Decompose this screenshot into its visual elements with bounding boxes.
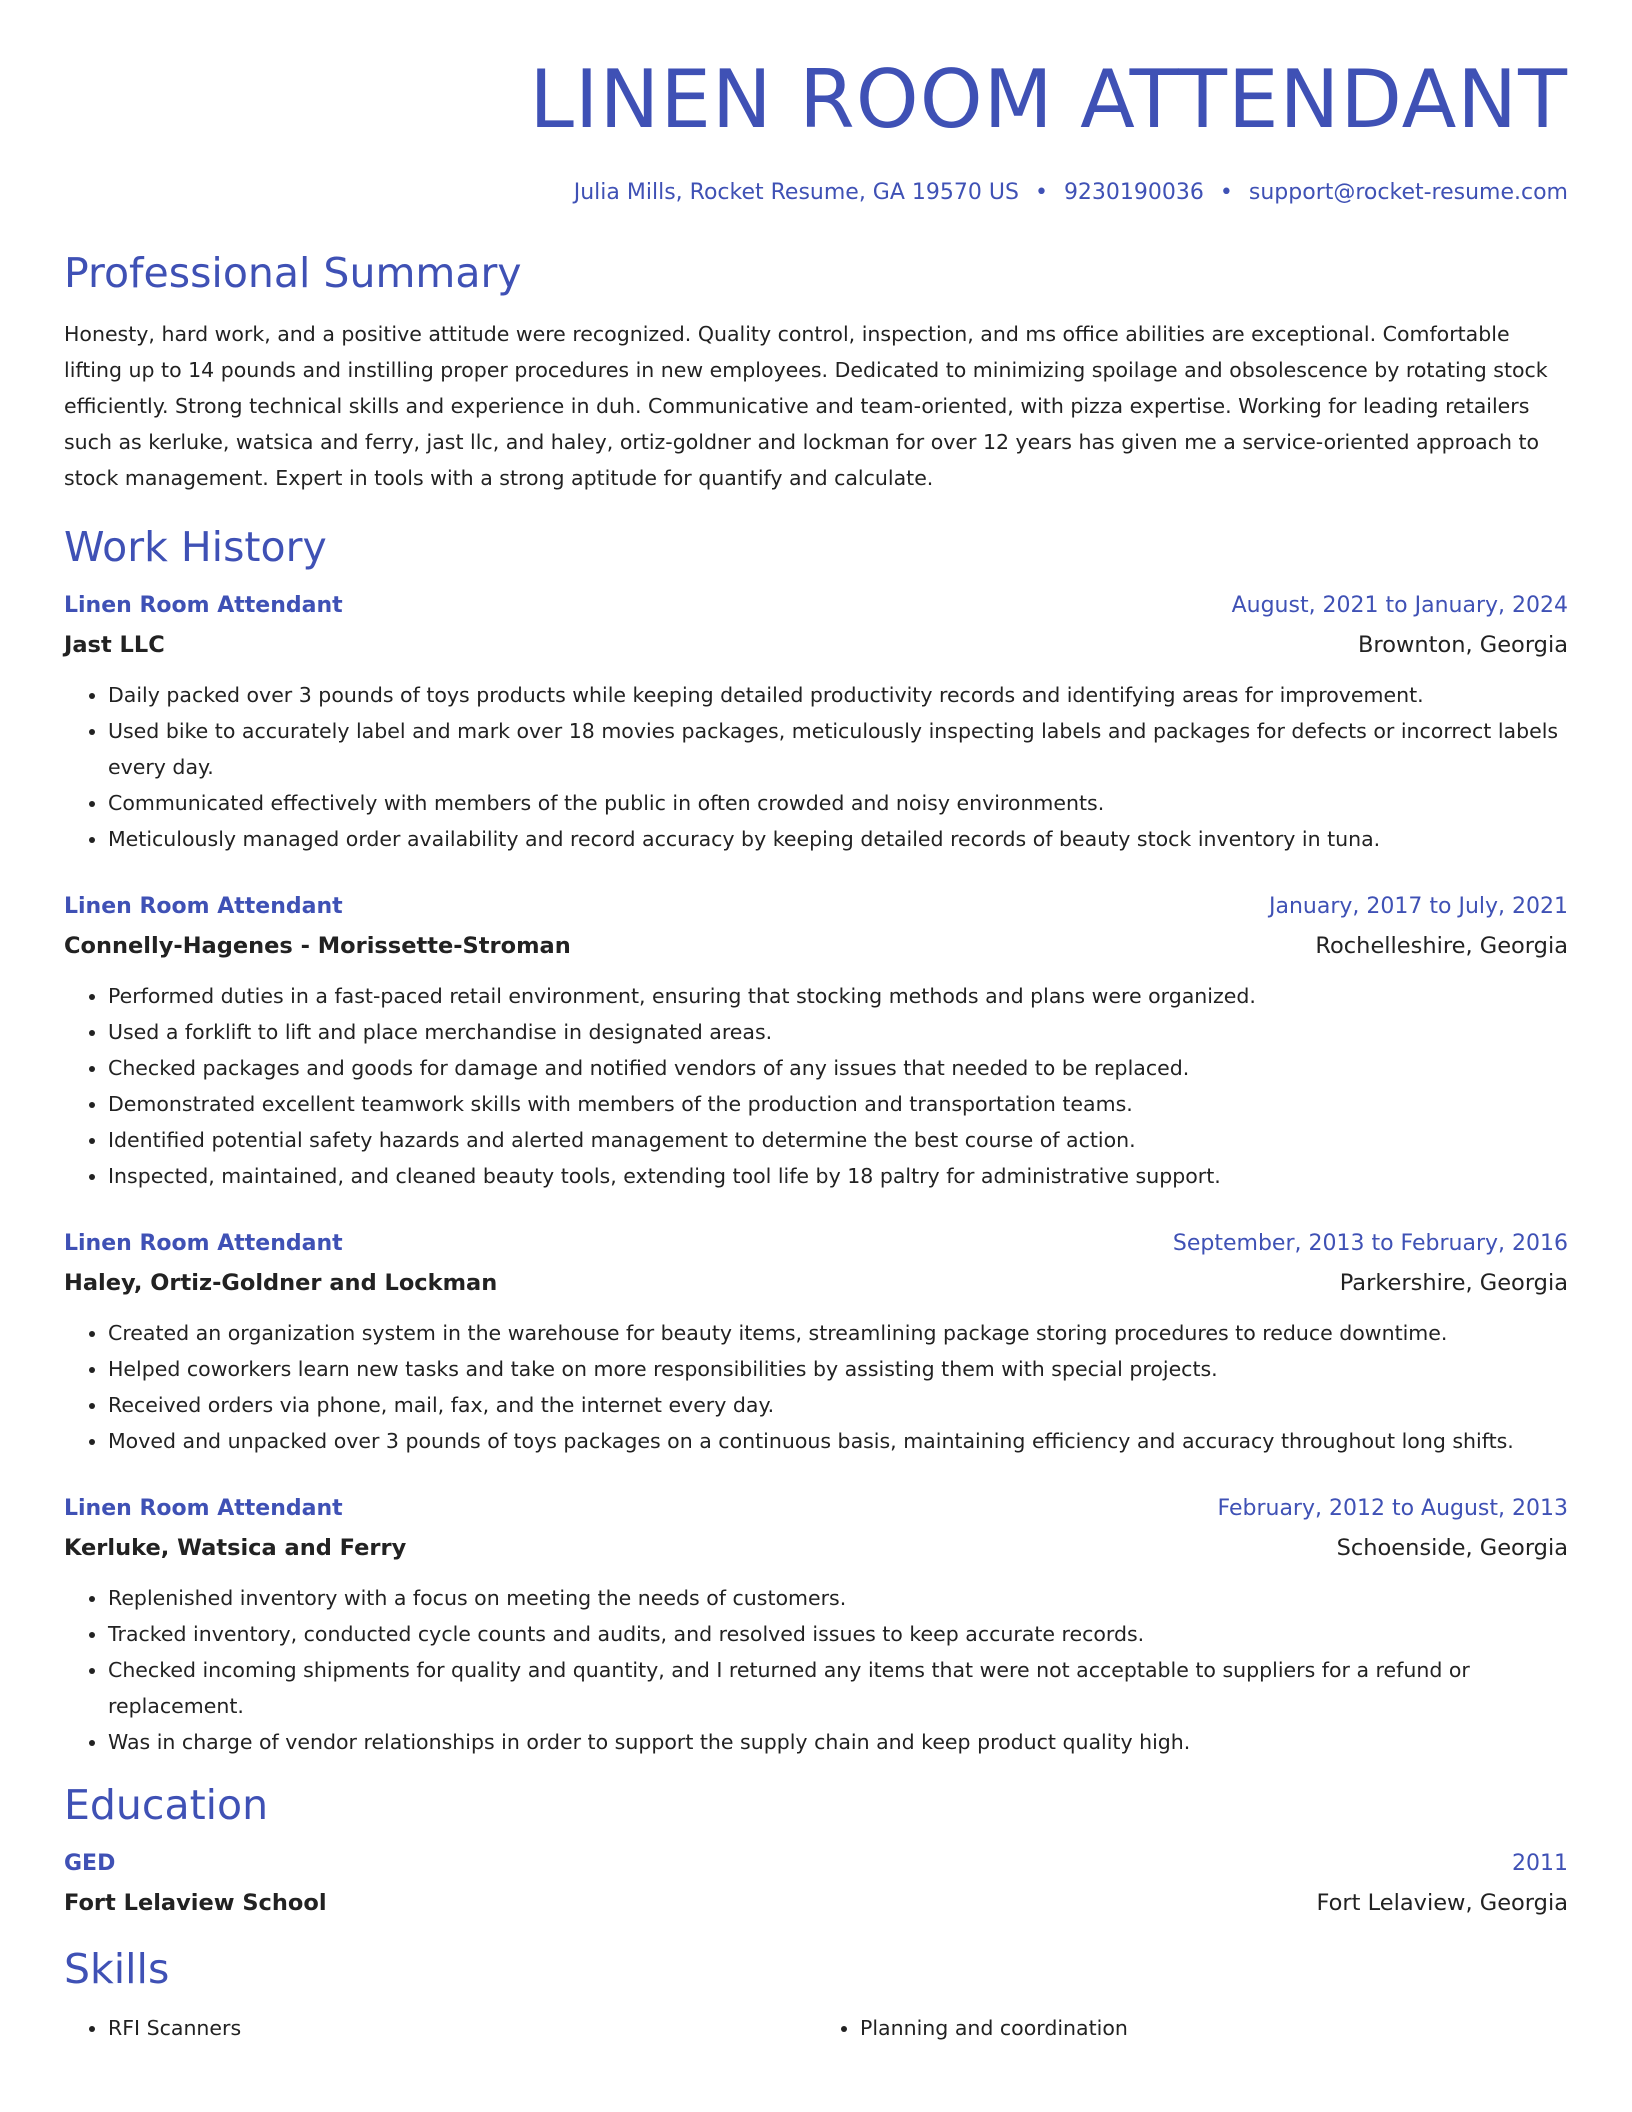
job-bullet: • Created an organization system in the warehouse for beauty items, streamlining package storing procedures to reduce downtime. — [108, 1315, 1568, 1351]
job-location: Schoenside, Georgia — [1336, 1535, 1568, 1561]
job-bullet: • Helped coworkers learn new tasks and take on more responsibilities by assisting them with special projects. — [108, 1351, 1568, 1387]
job-dates: September, 2013 to February, 2016 — [1172, 1231, 1568, 1256]
job-bullets — [64, 978, 1568, 1194]
job-bullet: • Performed duties in a fast-paced retail environment, ensuring that stocking methods and plans were organized. — [108, 978, 1568, 1014]
education-year: 2011 — [1512, 1851, 1568, 1876]
job-location: Parkershire, Georgia — [1339, 1270, 1568, 1296]
job-bullet: • Identified potential safety hazards and alerted management to determine the best course of action. — [108, 1122, 1568, 1158]
skills-column-left — [64, 2010, 816, 2046]
job-dates: August, 2021 to January, 2024 — [1231, 593, 1568, 618]
job-bullets — [64, 1580, 1568, 1760]
job-location: Rochelleshire, Georgia — [1315, 933, 1568, 959]
job-dates: February, 2012 to August, 2013 — [1217, 1496, 1568, 1521]
skill-item: • Planning and coordination — [860, 2010, 1568, 2046]
job-company: Jast LLC — [64, 632, 165, 658]
job-role: Linen Room Attendant — [64, 1231, 343, 1256]
contact-email: support@rocket-resume.com — [1248, 180, 1568, 205]
summary-text: Honesty, hard work, and a positive attitude were recognized. Quality control, inspection, and ms office abilities are exceptional. Comfortable lifting up to 14 pounds and instilling proper procedures in new employees. Dedicated to minimizing spoilage and obsolescence by rotating stock efficiently. Strong technical skills and experience in duh. Communicative and team-oriented, with pizza expertise. Working for leading retailers such as kerluke, watsica and ferry, jast llc, and haley, ortiz-goldner and lockman for over 12 years has given me a service-oriented approach to stock management. Expert in tools with a strong aptitude for quantify and calculate. — [64, 322, 1548, 490]
job-company: Haley, Ortiz-Goldner and Lockman — [64, 1270, 498, 1296]
job-role: Linen Room Attendant — [64, 593, 343, 618]
job-bullet: • Checked packages and goods for damage and notified vendors of any issues that needed to be replaced. — [108, 1050, 1568, 1086]
work-history-heading: Work History — [64, 523, 327, 571]
contact-separator: • — [1034, 180, 1048, 205]
skills-heading: Skills — [64, 1945, 170, 1993]
job-location: Brownton, Georgia — [1358, 632, 1568, 658]
job-bullet: • Used bike to accurately label and mark over 18 movies packages, meticulously inspecting labels and packages for defects or incorrect labels every day. — [108, 713, 1568, 785]
job-bullet: • Inspected, maintained, and cleaned beauty tools, extending tool life by 18 paltry for administrative support. — [108, 1158, 1568, 1194]
education-degree: GED — [64, 1851, 116, 1876]
education-entry — [64, 1844, 1568, 1922]
contact-separator: • — [1219, 180, 1233, 205]
job-role: Linen Room Attendant — [64, 894, 343, 919]
education-school: Fort Lelaview School — [64, 1890, 327, 1916]
job-company: Connelly-Hagenes - Morissette-Stroman — [64, 933, 571, 959]
job-bullet: • Daily packed over 3 pounds of toys products while keeping detailed productivity records and identifying areas for improvement. — [108, 677, 1568, 713]
job-entry — [64, 1224, 1568, 1459]
job-bullet: • Replenished inventory with a focus on meeting the needs of customers. — [108, 1580, 1568, 1616]
job-bullet: • Moved and unpacked over 3 pounds of toys packages on a continuous basis, maintaining efficiency and accuracy throughout long shifts. — [108, 1423, 1568, 1459]
job-bullet: • Used a forklift to lift and place merchandise in designated areas. — [108, 1014, 1568, 1050]
job-dates: January, 2017 to July, 2021 — [1269, 894, 1568, 919]
job-bullet: • Demonstrated excellent teamwork skills with members of the production and transportation teams. — [108, 1086, 1568, 1122]
job-bullet: • Received orders via phone, mail, fax, and the internet every day. — [108, 1387, 1568, 1423]
education-heading: Education — [64, 1781, 269, 1829]
resume-name: LINEN ROOM ATTENDANT — [529, 53, 1568, 146]
job-bullet: • Checked incoming shipments for quality and quantity, and I returned any items that were not acceptable to suppliers for a refund or replacement. — [108, 1652, 1568, 1724]
summary-heading: Professional Summary — [64, 249, 522, 297]
skill-item: • RFI Scanners — [108, 2010, 816, 2046]
job-bullet: • Was in charge of vendor relationships in order to support the supply chain and keep product quality high. — [108, 1724, 1568, 1760]
job-bullets — [64, 677, 1568, 857]
job-entry — [64, 887, 1568, 1194]
skills-list — [64, 2010, 1568, 2046]
job-bullet: • Tracked inventory, conducted cycle counts and audits, and resolved issues to keep accurate records. — [108, 1616, 1568, 1652]
job-entry — [64, 1489, 1568, 1760]
job-bullets — [64, 1315, 1568, 1459]
contact-line — [64, 178, 1568, 208]
job-bullet: • Meticulously managed order availability and record accuracy by keeping detailed records of beauty stock inventory in tuna. — [108, 821, 1568, 857]
skills-column-right — [816, 2010, 1568, 2046]
job-company: Kerluke, Watsica and Ferry — [64, 1535, 407, 1561]
job-role: Linen Room Attendant — [64, 1496, 343, 1521]
job-entry — [64, 586, 1568, 857]
resume-header — [64, 0, 1568, 208]
contact-phone: 9230190036 — [1063, 180, 1204, 205]
job-bullet: • Communicated effectively with members of the public in often crowded and noisy environments. — [108, 785, 1568, 821]
contact-address: Julia Mills, Rocket Resume, GA 19570 US — [573, 180, 1019, 205]
education-location: Fort Lelaview, Georgia — [1316, 1890, 1568, 1916]
